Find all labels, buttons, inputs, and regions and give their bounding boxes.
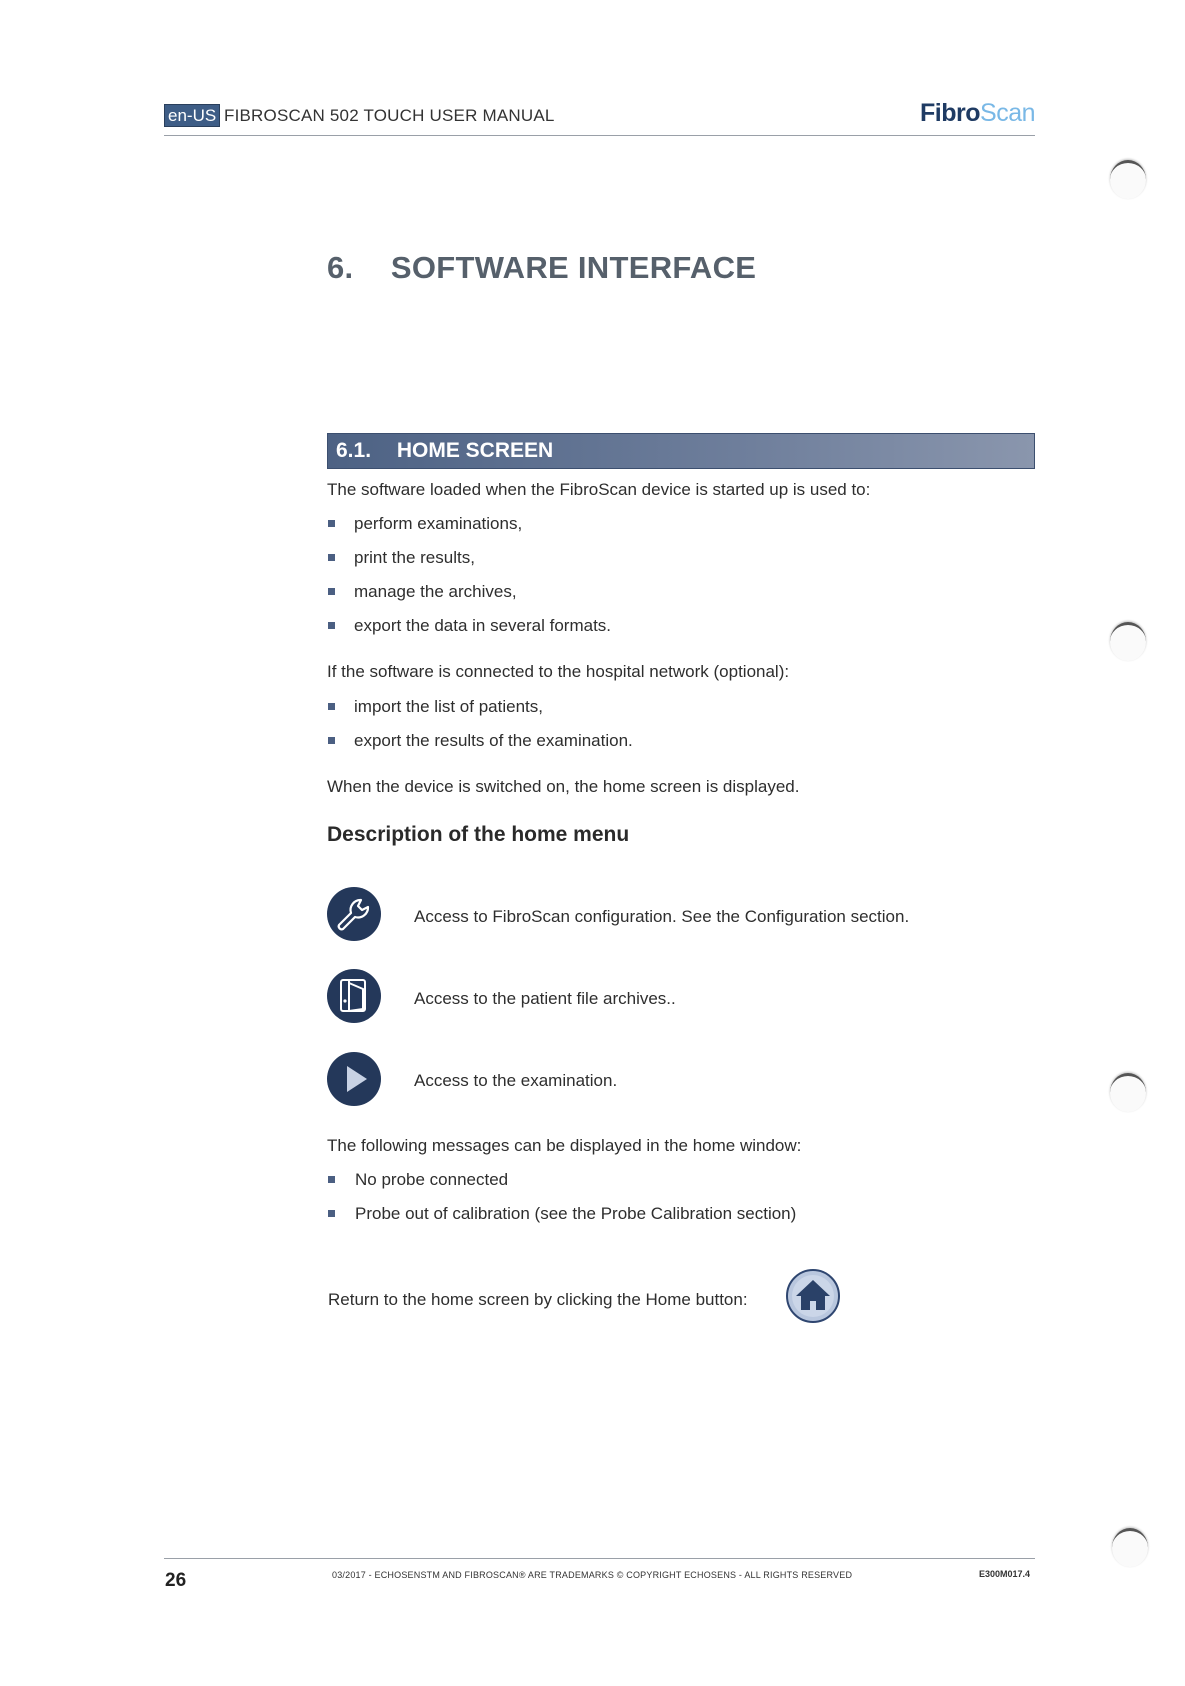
binder-hole xyxy=(1110,160,1146,199)
list-item: Probe out of calibration (see the Probe Calibration section) xyxy=(355,1204,797,1223)
chapter-title-text: SOFTWARE INTERFACE xyxy=(390,250,757,285)
binder-hole xyxy=(1110,622,1146,661)
list-item: export the data in several formats. xyxy=(354,616,612,635)
page-header xyxy=(164,99,1035,136)
wrench-icon xyxy=(327,887,381,941)
footer-divider xyxy=(164,1558,1035,1559)
fibroscan-logo: FibroScan xyxy=(920,99,1035,127)
list-item: export the results of the examination. xyxy=(354,731,633,750)
section-heading-bar xyxy=(327,433,1035,469)
binder-hole xyxy=(1112,1528,1148,1567)
archive-icon xyxy=(327,969,381,1023)
list-item: manage the archives, xyxy=(354,582,517,601)
list-item: perform examinations, xyxy=(354,514,523,533)
section-number: 6.1. xyxy=(336,439,372,462)
bullet xyxy=(328,1210,335,1217)
language-badge: en-US xyxy=(164,104,220,127)
home-menu-heading: Description of the home menu xyxy=(327,823,630,846)
bullet xyxy=(328,588,335,595)
messages-intro: The following messages can be displayed in the home window: xyxy=(327,1136,802,1155)
list-item: print the results, xyxy=(354,548,475,567)
menu-item-text: Access to the patient file archives.. xyxy=(414,989,676,1008)
chapter-title xyxy=(327,250,756,286)
document-reference: E300M017.4 xyxy=(979,1569,1031,1579)
switched-on-text: When the device is switched on, the home screen is displayed. xyxy=(327,777,800,796)
chapter-number: 6. xyxy=(327,250,354,285)
bullet xyxy=(328,554,335,561)
copyright-text: 03/2017 - ECHOSENSTM AND FIBROSCAN® ARE TRADEMARKS © COPYRIGHT ECHOSENS - ALL RIGHTS RESERVED xyxy=(332,1570,853,1580)
list-item: import the list of patients, xyxy=(354,697,543,716)
list-item: No probe connected xyxy=(355,1170,509,1189)
return-home-text: Return to the home screen by clicking the Home button: xyxy=(328,1290,748,1309)
bullet xyxy=(328,622,335,629)
page-number: 26 xyxy=(165,1570,187,1591)
home-icon xyxy=(785,1268,841,1324)
menu-item-text: Access to the examination. xyxy=(414,1071,618,1090)
menu-item-text: Access to FibroScan configuration. See the Configuration section. xyxy=(414,907,910,926)
bullet xyxy=(328,520,335,527)
play-icon xyxy=(327,1052,381,1106)
bullet xyxy=(328,1176,335,1183)
bullet xyxy=(328,703,335,710)
bullet xyxy=(328,737,335,744)
binder-hole xyxy=(1110,1073,1146,1112)
section-title: HOME SCREEN xyxy=(396,439,554,462)
network-intro: If the software is connected to the hospital network (optional): xyxy=(327,662,790,681)
intro-text: The software loaded when the FibroScan device is started up is used to: xyxy=(327,480,871,499)
manual-title: FIBROSCAN 502 TOUCH USER MANUAL xyxy=(224,106,555,125)
